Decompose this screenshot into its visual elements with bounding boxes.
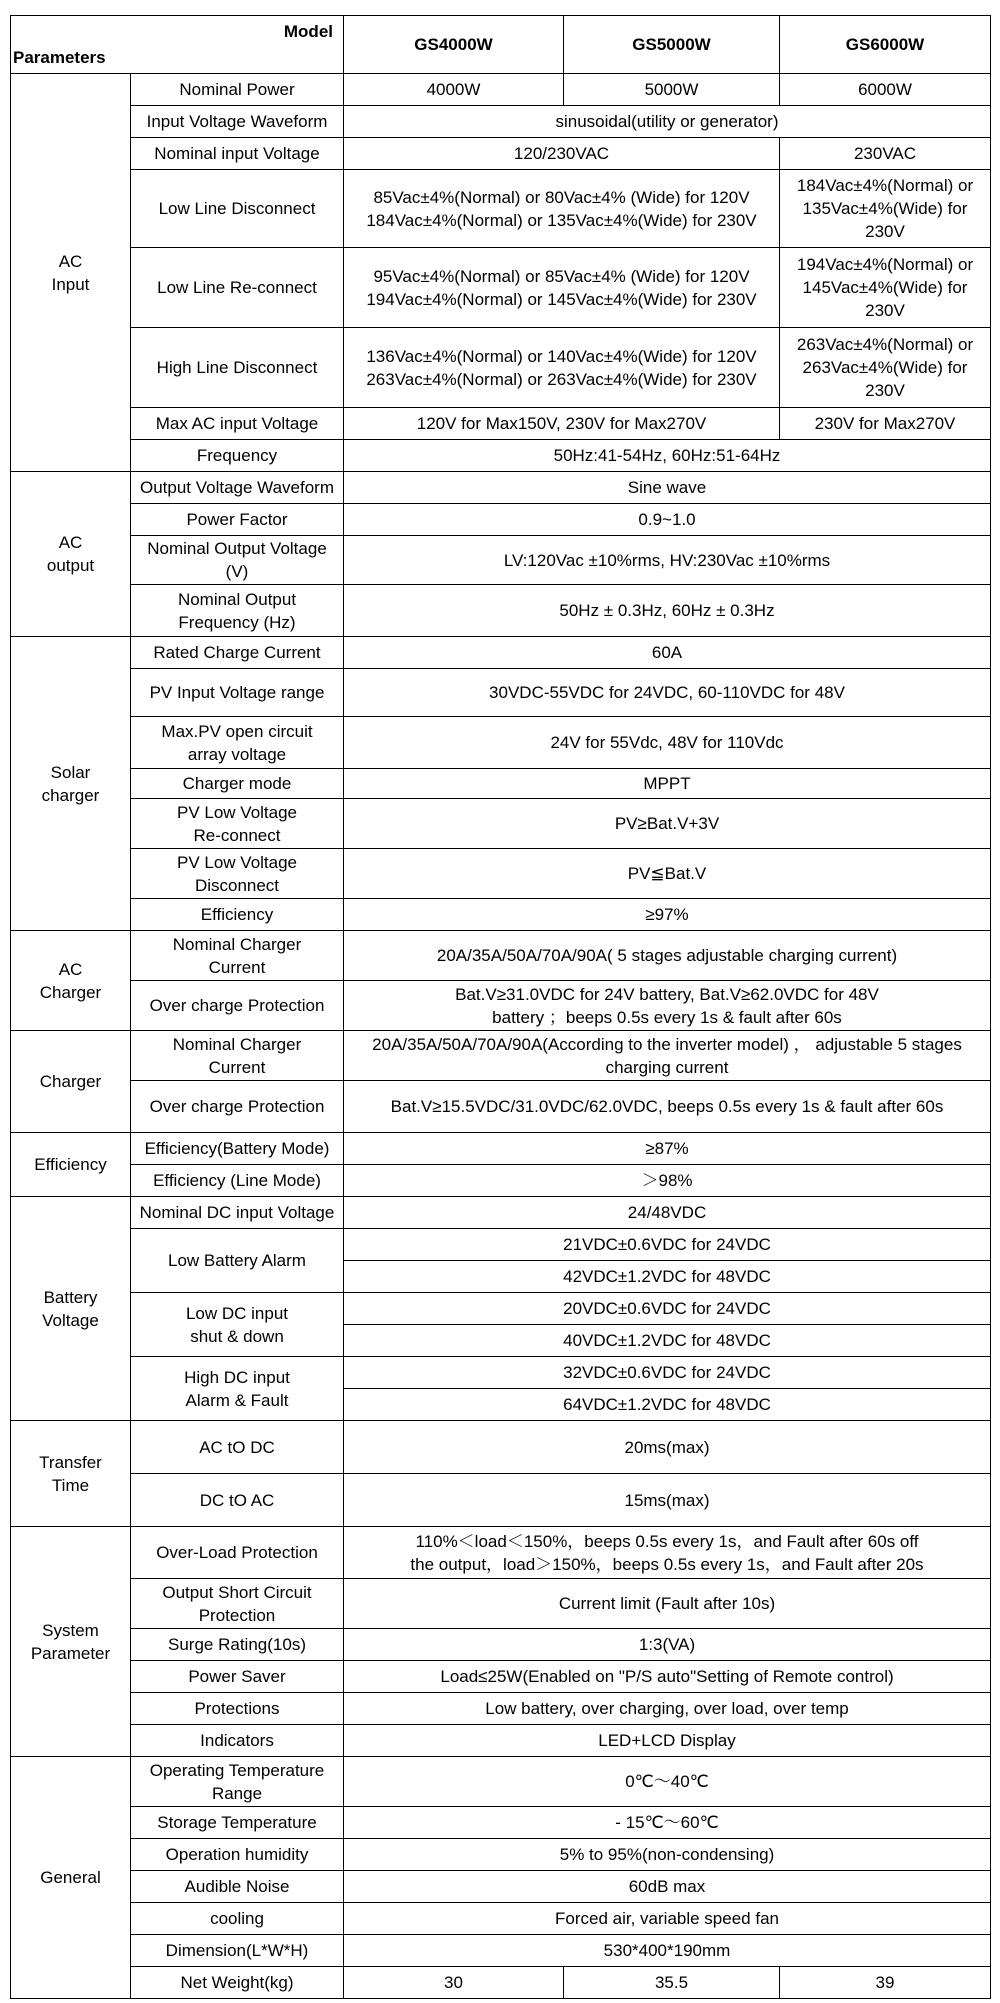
value-cell: 60dB max xyxy=(344,1871,991,1903)
spec-row xyxy=(11,1474,991,1527)
parameter-name: Over charge Protection xyxy=(131,981,344,1031)
parameter-name: PV Input Voltage range xyxy=(131,669,344,717)
spec-row xyxy=(11,1357,991,1389)
spec-row xyxy=(11,1725,991,1757)
spec-row xyxy=(11,1661,991,1693)
spec-row xyxy=(11,799,991,849)
group-label: Charger xyxy=(11,1031,131,1133)
value-cell: 0.9~1.0 xyxy=(344,504,991,536)
spec-row xyxy=(11,1579,991,1629)
value-cell: 24V for 55Vdc, 48V for 110Vdc xyxy=(344,717,991,769)
spec-row xyxy=(11,637,991,669)
value-cell: 32VDC±0.6VDC for 24VDC xyxy=(344,1357,991,1389)
value-cell: 136Vac±4%(Normal) or 140Vac±4%(Wide) for 120V 263Vac±4%(Normal) or 263Vac±4%(Wide) for 230V xyxy=(344,328,780,408)
spec-row xyxy=(11,899,991,931)
parameter-name: Rated Charge Current xyxy=(131,637,344,669)
parameter-name: Frequency xyxy=(131,440,344,472)
spec-row xyxy=(11,1871,991,1903)
parameters-label: Parameters xyxy=(13,48,106,67)
value-cell: 230VAC xyxy=(780,138,991,170)
spec-row xyxy=(11,585,991,637)
value-cell: 85Vac±4%(Normal) or 80Vac±4% (Wide) for 120V 184Vac±4%(Normal) or 135Vac±4%(Wide) for 230V xyxy=(344,170,780,248)
value-cell: 21VDC±0.6VDC for 24VDC xyxy=(344,1229,991,1261)
value-cell: ＞98% xyxy=(344,1165,991,1197)
spec-row xyxy=(11,106,991,138)
parameter-name: Low DC input shut & down xyxy=(131,1293,344,1357)
spec-row xyxy=(11,1031,991,1081)
parameter-name: PV Low Voltage Disconnect xyxy=(131,849,344,899)
parameter-name: Nominal Power xyxy=(131,74,344,106)
value-cell: PV≦Bat.V xyxy=(344,849,991,899)
value-cell: Forced air, variable speed fan xyxy=(344,1903,991,1935)
group-label: General xyxy=(11,1757,131,1999)
spec-row xyxy=(11,669,991,717)
value-cell: Current limit (Fault after 10s) xyxy=(344,1579,991,1629)
parameter-name: Nominal Charger Current xyxy=(131,1031,344,1081)
value-cell: PV≥Bat.V+3V xyxy=(344,799,991,849)
spec-row xyxy=(11,472,991,504)
parameter-name: Low Battery Alarm xyxy=(131,1229,344,1293)
parameter-name: Input Voltage Waveform xyxy=(131,106,344,138)
model-header-3: GS6000W xyxy=(780,16,991,74)
spec-table xyxy=(10,15,991,1999)
value-cell: 0℃～40℃ xyxy=(344,1757,991,1807)
parameter-name: Dimension(L*W*H) xyxy=(131,1935,344,1967)
header-corner-cell xyxy=(11,16,344,74)
value-cell: 20A/35A/50A/70A/90A(According to the inverter model) ， adjustable 5 stages charging current xyxy=(344,1031,991,1081)
parameter-name: Charger mode xyxy=(131,769,344,799)
parameter-name: Operation humidity xyxy=(131,1839,344,1871)
parameter-name: Storage Temperature xyxy=(131,1807,344,1839)
value-cell: 263Vac±4%(Normal) or 263Vac±4%(Wide) for 230V xyxy=(780,328,991,408)
value-cell: ≥87% xyxy=(344,1133,991,1165)
parameter-name: Operating Temperature Range xyxy=(131,1757,344,1807)
value-cell: 120V for Max150V, 230V for Max270V xyxy=(344,408,780,440)
spec-row xyxy=(11,1629,991,1661)
group-label: System Parameter xyxy=(11,1527,131,1757)
spec-row xyxy=(11,1967,991,1999)
group-label: Transfer Time xyxy=(11,1421,131,1527)
value-cell: LED+LCD Display xyxy=(344,1725,991,1757)
parameter-name: Nominal Output Voltage (V) xyxy=(131,536,344,585)
parameter-name: Surge Rating(10s) xyxy=(131,1629,344,1661)
value-cell: LV:120Vac ±10%rms, HV:230Vac ±10%rms xyxy=(344,536,991,585)
value-cell: MPPT xyxy=(344,769,991,799)
group-label: Solar charger xyxy=(11,637,131,931)
value-cell: 95Vac±4%(Normal) or 85Vac±4% (Wide) for 120V 194Vac±4%(Normal) or 145Vac±4%(Wide) for 230V xyxy=(344,248,780,328)
parameter-name: Low Line Re-connect xyxy=(131,248,344,328)
spec-row xyxy=(11,504,991,536)
parameter-name: Max AC input Voltage xyxy=(131,408,344,440)
parameter-name: Power Saver xyxy=(131,1661,344,1693)
parameter-name: DC tO AC xyxy=(131,1474,344,1527)
parameter-name: Max.PV open circuit array voltage xyxy=(131,717,344,769)
spec-row xyxy=(11,931,991,981)
parameter-name: Output Short Circuit Protection xyxy=(131,1579,344,1629)
spec-row xyxy=(11,1527,991,1579)
parameter-name: Efficiency (Line Mode) xyxy=(131,1165,344,1197)
spec-row xyxy=(11,1229,991,1261)
spec-row xyxy=(11,1133,991,1165)
spec-row xyxy=(11,1839,991,1871)
value-cell: 15ms(max) xyxy=(344,1474,991,1527)
value-cell: sinusoidal(utility or generator) xyxy=(344,106,991,138)
parameter-name: PV Low Voltage Re-connect xyxy=(131,799,344,849)
value-cell: 35.5 xyxy=(564,1967,780,1999)
value-cell: 5000W xyxy=(564,74,780,106)
parameter-name: Nominal Charger Current xyxy=(131,931,344,981)
parameter-name: cooling xyxy=(131,1903,344,1935)
value-cell: 50Hz:41-54Hz, 60Hz:51-64Hz xyxy=(344,440,991,472)
value-cell: 64VDC±1.2VDC for 48VDC xyxy=(344,1389,991,1421)
parameter-name: Over-Load Protection xyxy=(131,1527,344,1579)
header-row xyxy=(11,16,991,74)
value-cell: 39 xyxy=(780,1967,991,1999)
spec-row xyxy=(11,1197,991,1229)
spec-row xyxy=(11,440,991,472)
spec-row xyxy=(11,536,991,585)
spec-row xyxy=(11,1903,991,1935)
parameter-name: Nominal DC input Voltage xyxy=(131,1197,344,1229)
value-cell: 20A/35A/50A/70A/90A( 5 stages adjustable charging current) xyxy=(344,931,991,981)
model-header-1: GS4000W xyxy=(344,16,564,74)
value-cell: 120/230VAC xyxy=(344,138,780,170)
value-cell: 184Vac±4%(Normal) or 135Vac±4%(Wide) for 230V xyxy=(780,170,991,248)
value-cell: Low battery, over charging, over load, over temp xyxy=(344,1693,991,1725)
value-cell: Load≤25W(Enabled on "P/S auto"Setting of Remote control) xyxy=(344,1661,991,1693)
spec-row xyxy=(11,74,991,106)
parameter-name: High Line Disconnect xyxy=(131,328,344,408)
group-label: Battery Voltage xyxy=(11,1197,131,1421)
value-cell: 194Vac±4%(Normal) or 145Vac±4%(Wide) for 230V xyxy=(780,248,991,328)
model-label: Model xyxy=(283,22,333,41)
value-cell: 4000W xyxy=(344,74,564,106)
spec-row xyxy=(11,1293,991,1325)
value-cell: 24/48VDC xyxy=(344,1197,991,1229)
spec-row xyxy=(11,1935,991,1967)
spec-row xyxy=(11,981,991,1031)
spec-row xyxy=(11,849,991,899)
value-cell: 50Hz ± 0.3Hz, 60Hz ± 0.3Hz xyxy=(344,585,991,637)
value-cell: 20VDC±0.6VDC for 24VDC xyxy=(344,1293,991,1325)
value-cell: Bat.V≥31.0VDC for 24V battery, Bat.V≥62.0VDC for 48V battery ；beeps 0.5s every 1s & fault after 60s xyxy=(344,981,991,1031)
spec-row xyxy=(11,717,991,769)
spec-row xyxy=(11,769,991,799)
parameter-name: Over charge Protection xyxy=(131,1081,344,1133)
parameter-name: Audible Noise xyxy=(131,1871,344,1903)
value-cell: - 15℃～60℃ xyxy=(344,1807,991,1839)
parameter-name: Nominal Output Frequency (Hz) xyxy=(131,585,344,637)
value-cell: Sine wave xyxy=(344,472,991,504)
parameter-name: Net Weight(kg) xyxy=(131,1967,344,1999)
value-cell: 6000W xyxy=(780,74,991,106)
value-cell: 60A xyxy=(344,637,991,669)
group-label: AC Charger xyxy=(11,931,131,1031)
value-cell: 1:3(VA) xyxy=(344,1629,991,1661)
spec-row xyxy=(11,248,991,328)
parameter-name: Output Voltage Waveform xyxy=(131,472,344,504)
value-cell: Bat.V≥15.5VDC/31.0VDC/62.0VDC, beeps 0.5s every 1s & fault after 60s xyxy=(344,1081,991,1133)
group-label: Efficiency xyxy=(11,1133,131,1197)
spec-row xyxy=(11,1165,991,1197)
value-cell: 30 xyxy=(344,1967,564,1999)
spec-body xyxy=(11,74,991,1999)
value-cell: ≥97% xyxy=(344,899,991,931)
parameter-name: Low Line Disconnect xyxy=(131,170,344,248)
parameter-name: High DC input Alarm & Fault xyxy=(131,1357,344,1421)
spec-row xyxy=(11,1421,991,1474)
value-cell: 30VDC-55VDC for 24VDC, 60-110VDC for 48V xyxy=(344,669,991,717)
value-cell: 40VDC±1.2VDC for 48VDC xyxy=(344,1325,991,1357)
spec-row xyxy=(11,1693,991,1725)
model-header-2: GS5000W xyxy=(564,16,780,74)
group-label: AC output xyxy=(11,472,131,637)
parameter-name: Nominal input Voltage xyxy=(131,138,344,170)
parameter-name: Power Factor xyxy=(131,504,344,536)
parameter-name: Indicators xyxy=(131,1725,344,1757)
parameter-name: Efficiency(Battery Mode) xyxy=(131,1133,344,1165)
spec-row xyxy=(11,138,991,170)
value-cell: 530*400*190mm xyxy=(344,1935,991,1967)
value-cell: 20ms(max) xyxy=(344,1421,991,1474)
spec-row xyxy=(11,1757,991,1807)
spec-row xyxy=(11,328,991,408)
spec-row xyxy=(11,170,991,248)
value-cell: 230V for Max270V xyxy=(780,408,991,440)
parameter-name: AC tO DC xyxy=(131,1421,344,1474)
group-label: AC Input xyxy=(11,74,131,472)
value-cell: 5% to 95%(non-condensing) xyxy=(344,1839,991,1871)
parameter-name: Protections xyxy=(131,1693,344,1725)
value-cell: 110%＜load＜150%，beeps 0.5s every 1s，and Fault after 60s off the output，load＞150%，beeps 0.5s every 1s，and Fault after 20s xyxy=(344,1527,991,1579)
parameter-name: Efficiency xyxy=(131,899,344,931)
spec-row xyxy=(11,1807,991,1839)
spec-row xyxy=(11,1081,991,1133)
spec-row xyxy=(11,408,991,440)
value-cell: 42VDC±1.2VDC for 48VDC xyxy=(344,1261,991,1293)
